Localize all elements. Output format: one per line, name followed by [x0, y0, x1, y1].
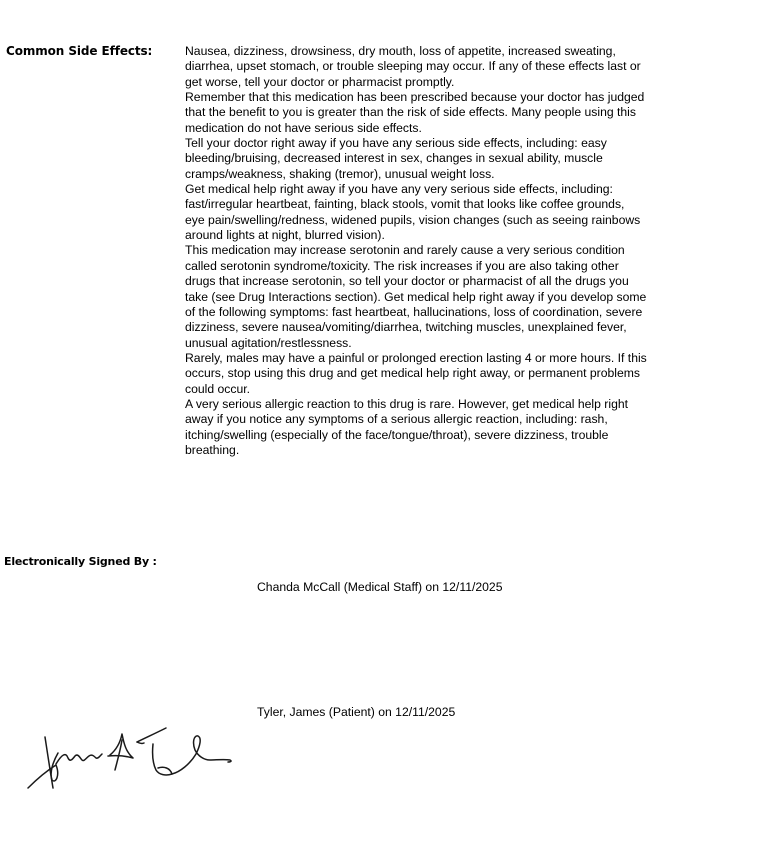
side-effects-paragraph: Get medical help right away if you have any very serious side effects, including: fast/irregular heartbeat, fainting, black stools, vomit that looks like coffee grounds, eye pain/swelling/redness, widened pupils, vision changes (such as seeing rainbows around lights at night, blurred vision).: [185, 182, 641, 243]
staff-signature-line: Chanda McCall (Medical Staff) on 12/11/2025: [257, 580, 503, 594]
side-effects-paragraph: Tell your doctor right away if you have any serious side effects, including: easy bleeding/bruising, decreased interest in sex, changes in sexual ability, muscle cramps/weakness, shaking (tremor), unusual weight loss.: [185, 136, 607, 181]
handwritten-signature-icon: [20, 720, 240, 800]
side-effects-paragraph: Nausea, dizziness, drowsiness, dry mouth, loss of appetite, increased sweating, diarrhea, upset stomach, or trouble sleeping may occur. If any of these effects last or get worse, tell your doctor or pharmacist promptly.: [185, 44, 641, 89]
electronically-signed-label: Electronically Signed By :: [4, 555, 157, 568]
section-label-side-effects: Common Side Effects:: [6, 44, 153, 58]
side-effects-paragraph: A very serious allergic reaction to this drug is rare. However, get medical help right away if you notice any symptoms of a serious allergic reaction, including: rash, itching/swelling (especially of the face/tongue/throat), severe dizziness, trouble breathing.: [185, 396, 629, 457]
signature-stroke: [56, 754, 102, 764]
signature-stroke: [137, 742, 144, 743]
side-effects-paragraph: This medication may increase serotonin and rarely cause a very serious condition called serotonin syndrome/toxicity. The risk increases if you are also taking other drugs that increase serotonin, so tell your doctor or pharmacist of all the drugs you take (see Drug Interactions section). Get medical help right away if you develop some of the following symptoms: fast heartbeat, hallucinations, loss of coordination, severe dizziness, severe nausea/vomiting/diarrhea, twitching muscles, unexplained fever, unusual agitation/restlessness.: [185, 243, 647, 350]
side-effects-text: [185, 44, 647, 458]
signature-stroke: [28, 753, 58, 788]
signature-stroke: [137, 728, 166, 742]
side-effects-paragraph: Remember that this medication has been prescribed because your doctor has judged that the benefit to you is greater than the risk of side effects. Many people using this medication do not have serious side effects.: [185, 90, 645, 135]
signature-stroke: [172, 736, 231, 774]
patient-signature-line: Tyler, James (Patient) on 12/11/2025: [257, 705, 456, 719]
side-effects-paragraph: Rarely, males may have a painful or prolonged erection lasting 4 or more hours. If this occurs, stop using this drug and get medical help right away, or permanent problems could occur.: [185, 350, 647, 396]
signature-stroke: [153, 744, 172, 775]
